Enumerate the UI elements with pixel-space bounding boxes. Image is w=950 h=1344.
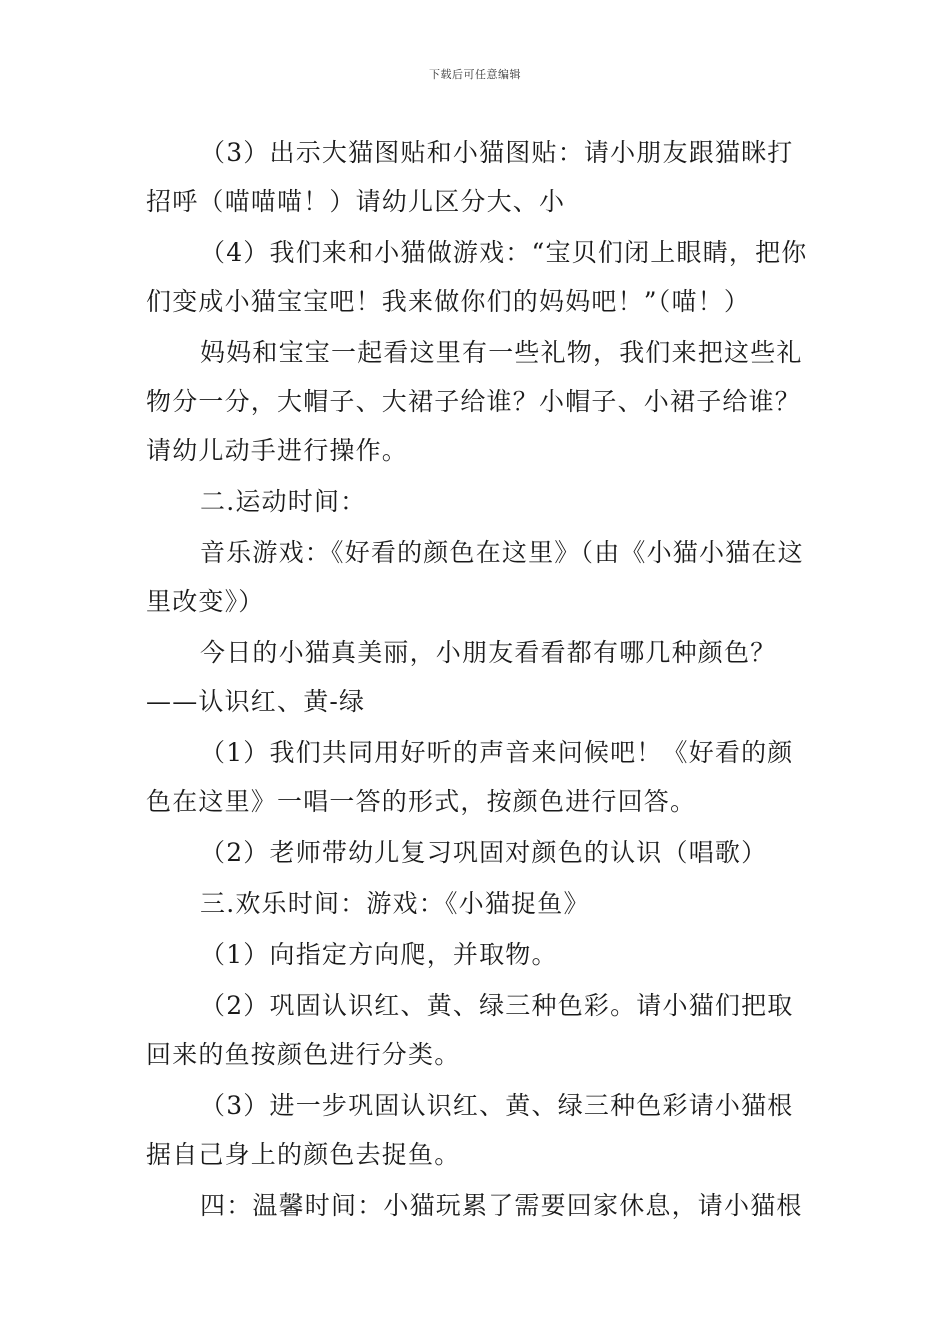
document-body (146, 128, 812, 1232)
section-heading-3: 三.欢乐时间：游戏：《小猫捉鱼》 (200, 889, 590, 918)
page-header: 下载后可任意编辑 (429, 68, 521, 81)
section-heading-2: 二.运动时间： (200, 487, 367, 516)
paragraph-6: （1）我们共同用好听的声音来问候吧！《好看的颜色在这里》一唱一答的形式，按颜色进行回答。 (146, 738, 794, 816)
paragraph-5: 今日的小猫真美丽，小朋友看看都有哪几种颜色？——认识红、黄-绿 (146, 638, 777, 716)
paragraph-11: 四：温馨时间：小猫玩累了需要回家休息，请小猫根 (200, 1191, 803, 1220)
paragraph-3: 妈妈和宝宝一起看这里有一些礼物，我们来把这些礼物分一分，大帽子、大裙子给谁？小帽子、小裙子给谁？请幼儿动手进行操作。 (146, 338, 803, 465)
paragraph-10: （3）进一步巩固认识红、黄、绿三种色彩请小猫根据自己身上的颜色去捉鱼。 (146, 1091, 794, 1169)
paragraph-7: （2）老师带幼儿复习巩固对颜色的认识（唱歌） (200, 838, 768, 867)
paragraph-4: 音乐游戏：《好看的颜色在这里》（由《小猫小猫在这里改变》） (146, 538, 804, 616)
paragraph-9: （2）巩固认识红、黄、绿三种色彩。请小猫们把取回来的鱼按颜色进行分类。 (146, 991, 794, 1069)
paragraph-8: （1）向指定方向爬，并取物。 (200, 940, 558, 969)
paragraph-1: （3）出示大猫图贴和小猫图贴：请小朋友跟猫眯打招呼（喵喵喵！）请幼儿区分大、小 (146, 138, 794, 216)
paragraph-2: （4）我们来和小猫做游戏：“宝贝们闭上眼睛，把你们变成小猫宝宝吧！我来做你们的妈妈吧！”（喵！） (146, 238, 808, 316)
